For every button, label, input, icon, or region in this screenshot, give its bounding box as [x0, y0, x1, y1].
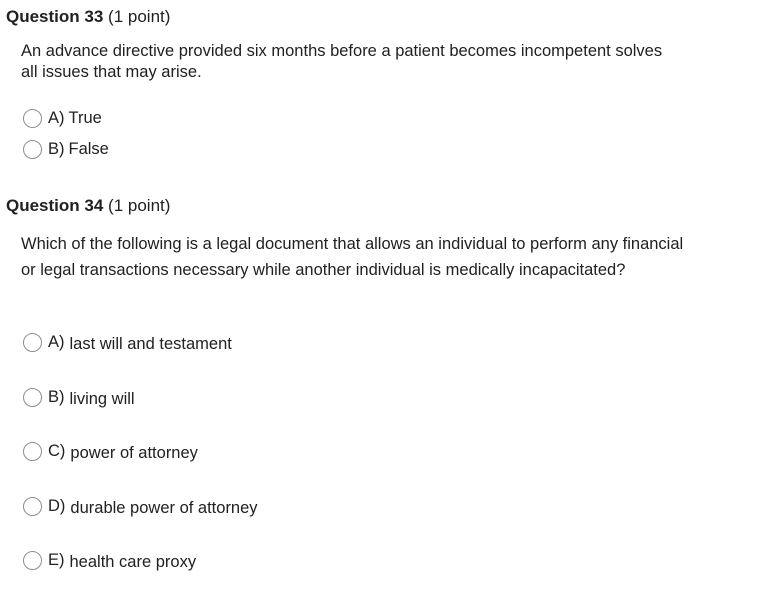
question-33-heading [6, 7, 170, 27]
radio-button[interactable] [23, 140, 42, 159]
q34-option-d[interactable] [23, 497, 258, 516]
question-33-title: Question 33 [6, 7, 104, 26]
option-letter: B) [48, 140, 65, 158]
question-34-text: Which of the following is a legal document that allows an individual to perform any financial or legal transactions necessary while another individual is medically incapacitated? [21, 235, 684, 279]
option-text: health care proxy [69, 553, 197, 571]
option-text: last will and testament [69, 335, 232, 353]
question-34-heading [6, 196, 170, 216]
option-letter: A) [48, 109, 65, 127]
option-letter: D) [48, 497, 66, 515]
option-text: power of attorney [70, 444, 198, 462]
option-letter: E) [48, 551, 65, 569]
q33-option-b[interactable] [23, 140, 109, 159]
question-33-text: An advance directive provided six months before a patient becomes incompetent solves all issues that may arise. [21, 42, 663, 81]
radio-button[interactable] [23, 497, 42, 516]
option-text: living will [69, 390, 135, 408]
question-33-points: (1 point) [108, 7, 171, 26]
question-34-title: Question 34 [6, 196, 104, 215]
radio-button[interactable] [23, 442, 42, 461]
q34-option-b[interactable] [23, 388, 135, 407]
q33-option-a[interactable] [23, 109, 102, 128]
option-letter: A) [48, 333, 65, 351]
q34-option-c[interactable] [23, 442, 198, 461]
radio-button[interactable] [23, 109, 42, 128]
q34-option-e[interactable] [23, 551, 196, 570]
option-text: True [68, 109, 102, 127]
option-letter: B) [48, 388, 65, 406]
option-text: durable power of attorney [70, 499, 258, 517]
radio-button[interactable] [23, 388, 42, 407]
option-text: False [68, 140, 109, 158]
radio-button[interactable] [23, 333, 42, 352]
option-letter: C) [48, 442, 66, 460]
radio-button[interactable] [23, 551, 42, 570]
question-34-points: (1 point) [108, 196, 171, 215]
q34-option-a[interactable] [23, 333, 232, 352]
